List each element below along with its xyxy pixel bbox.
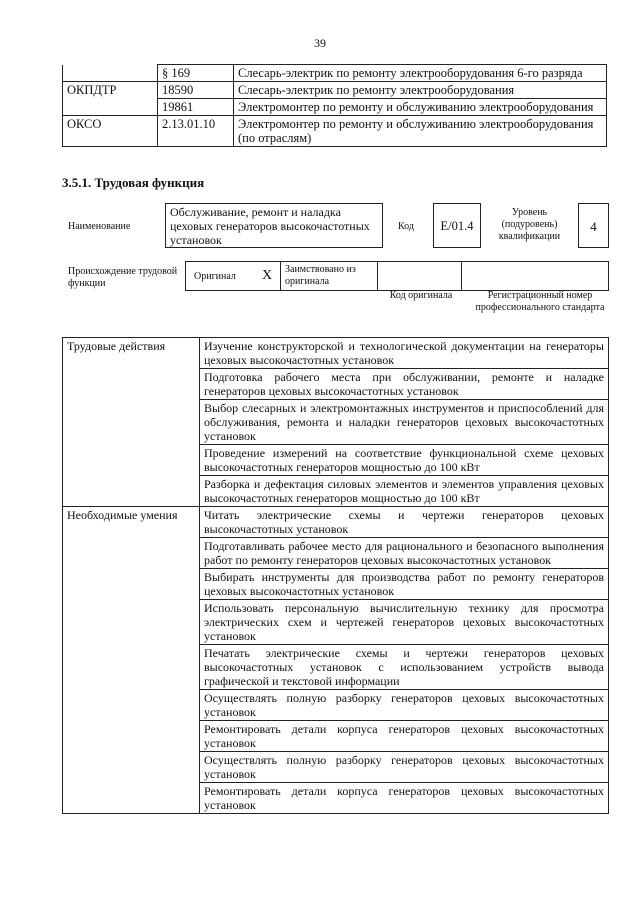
table-row <box>63 507 609 538</box>
skill-item: Использовать персональную вычислительную технику для просмотра электрических схем и чертежей генераторов цеховых высокочастотных установок <box>200 600 609 645</box>
empty-cell <box>63 569 200 600</box>
code-original-caption: Код оригинала <box>389 290 453 301</box>
table-row <box>63 65 607 82</box>
table-row <box>63 690 609 721</box>
class-title: Слесарь-электрик по ремонту электрооборудования 6-го разряда <box>234 65 607 82</box>
labor-action-item: Изучение конструкторской и технологической документации на генераторы цеховых высокочастотных установок <box>200 338 609 369</box>
table-row <box>63 338 609 369</box>
original-label: Оригинал <box>194 271 236 282</box>
table-row <box>63 721 609 752</box>
skill-item: Осуществлять полную разборку генераторов цеховых высокочастотных установок <box>200 752 609 783</box>
class-code-label: ОКСО <box>63 116 158 147</box>
empty-cell <box>63 369 200 400</box>
table-row <box>63 116 607 147</box>
empty-cell <box>63 600 200 645</box>
skill-item: Ремонтировать детали корпуса генераторов цеховых высокочастотных установок <box>200 721 609 752</box>
skill-item: Читать электрические схемы и чертежи генераторов цеховых высокочастотных установок <box>200 507 609 538</box>
original-mark: X <box>262 268 273 283</box>
reg-number-caption: Регистрационный номер профессионального стандарта <box>475 290 605 313</box>
table-row <box>63 445 609 476</box>
empty-cell <box>63 538 200 569</box>
table-row <box>63 600 609 645</box>
skill-item: Ремонтировать детали корпуса генераторов цеховых высокочастотных установок <box>200 783 609 814</box>
name-label: Наименование <box>68 221 131 232</box>
skill-item: Выбирать инструменты для производства работ по ремонту генераторов цеховых высокочастотных установок <box>200 569 609 600</box>
origin-label: Происхождение трудовой функции <box>68 266 178 289</box>
labor-action-item: Выбор слесарных и электромонтажных инструментов и приспособлений для обслуживания, ремонта и наладки генераторов цеховых высокочастотных установок <box>200 400 609 445</box>
skill-item: Подготавливать рабочее место для рационального и безопасного выполнения работ по ремонту генераторов цеховых высокочастотных установок <box>200 538 609 569</box>
table-row <box>63 645 609 690</box>
table-row <box>63 752 609 783</box>
borrowed-label: Заимствовано из оригинала <box>285 264 356 287</box>
table-row <box>63 476 609 507</box>
class-code-label: ОКПДТР <box>63 82 158 99</box>
origin-row <box>185 261 609 291</box>
labor-action-item: Подготовка рабочего места при обслуживании, ремонте и наладке генераторов цеховых высокочастотных установок <box>200 369 609 400</box>
empty-cell <box>63 476 200 507</box>
level-label: Уровень (подуровень) квалификации <box>498 207 561 242</box>
skill-item: Осуществлять полную разборку генераторов цеховых высокочастотных установок <box>200 690 609 721</box>
function-name-value: Обслуживание, ремонт и наладка цеховых генераторов высокочастотных установок <box>165 203 383 248</box>
empty-cell <box>63 645 200 690</box>
empty-cell <box>63 445 200 476</box>
table-row <box>63 400 609 445</box>
table-row <box>63 369 609 400</box>
class-code-label <box>63 65 158 82</box>
function-code-value: E/01.4 <box>433 203 481 248</box>
empty-cell <box>63 783 200 814</box>
class-code: 2.13.01.10 <box>158 116 234 147</box>
empty-cell <box>63 721 200 752</box>
page-number: 39 <box>314 36 326 50</box>
class-title: Электромонтер по ремонту и обслуживанию электрооборудования (по отраслям) <box>234 116 607 147</box>
class-code: § 169 <box>158 65 234 82</box>
function-details-table <box>62 337 609 814</box>
empty-cell <box>63 400 200 445</box>
divider <box>377 262 378 290</box>
class-code: 18590 <box>158 82 234 99</box>
class-code: 19861 <box>158 99 234 116</box>
divider <box>280 262 281 290</box>
code-label: Код <box>398 221 414 232</box>
skill-item: Печатать электрические схемы и чертежи генераторов цеховых высокочастотных установок с использованием устройств вывода графической и текстовой информации <box>200 645 609 690</box>
table-row <box>63 569 609 600</box>
empty-cell <box>63 752 200 783</box>
table-row <box>63 82 607 99</box>
empty-cell <box>63 690 200 721</box>
table-row <box>63 783 609 814</box>
class-title: Электромонтер по ремонту и обслуживанию электрооборудования <box>234 99 607 116</box>
level-value: 4 <box>578 203 609 248</box>
classification-table <box>62 64 607 147</box>
labor-action-item: Проведение измерений на соответствие функциональной схеме цеховых высокочастотных генераторов мощностью до 100 кВт <box>200 445 609 476</box>
class-code-label <box>63 99 158 116</box>
table-row <box>63 99 607 116</box>
labor-action-item: Разборка и дефектация силовых элементов и элементов управления цеховых высокочастотных генераторов мощностью до 100 кВт <box>200 476 609 507</box>
labor-actions-label: Трудовые действия <box>63 338 200 369</box>
divider <box>461 262 462 290</box>
section-title: 3.5.1. Трудовая функция <box>62 175 205 190</box>
class-title: Слесарь-электрик по ремонту электрооборудования <box>234 82 607 99</box>
table-row <box>63 538 609 569</box>
skills-label: Необходимые умения <box>63 507 200 538</box>
